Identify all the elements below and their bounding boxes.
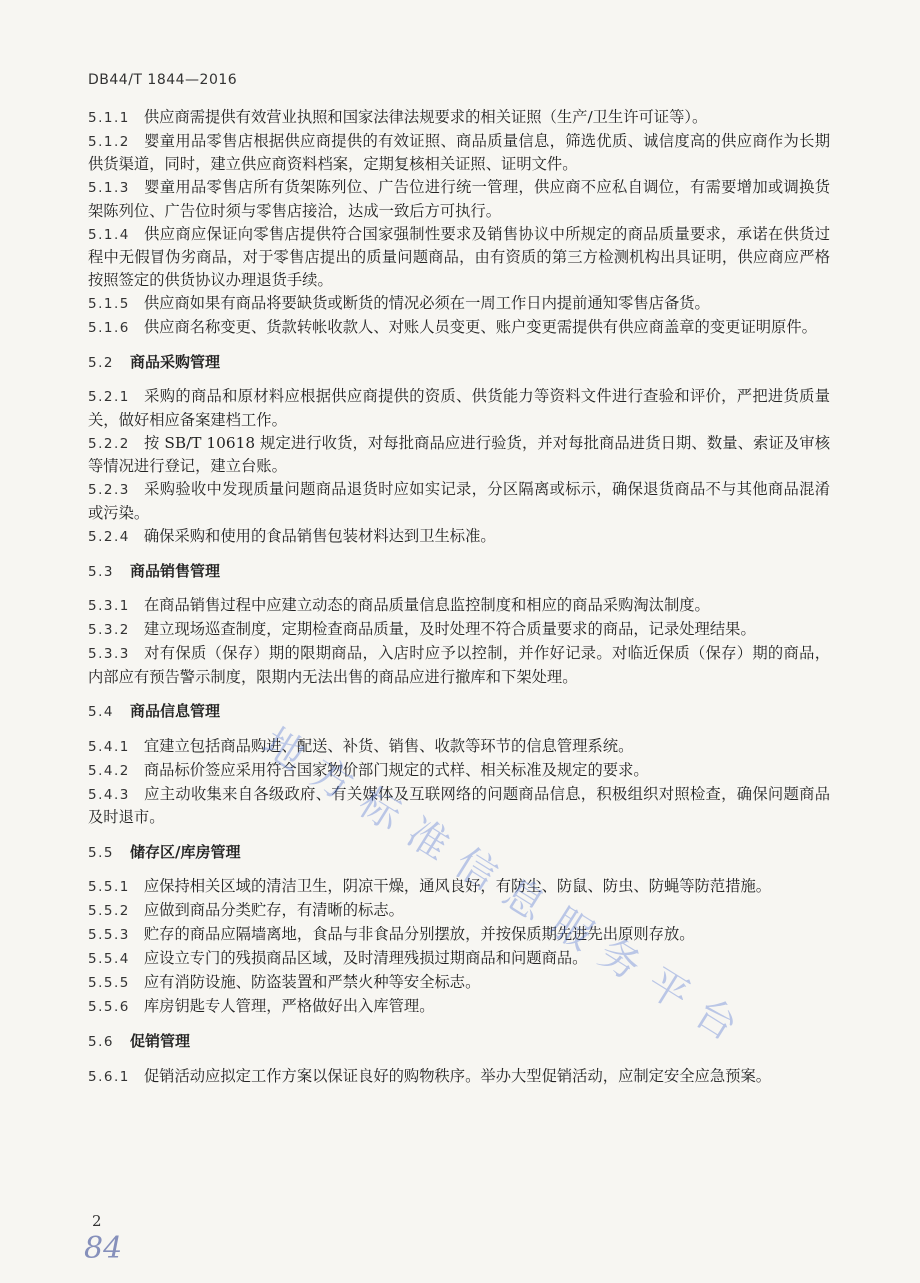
heading-title: 促销管理 (129, 1032, 190, 1051)
heading-title: 商品信息管理 (129, 702, 220, 721)
heading-title: 商品销售管理 (129, 562, 220, 581)
handwritten-mark-text: 84 (84, 1231, 123, 1266)
clause-paragraph (88, 642, 830, 688)
clause-text: 采购验收中发现质量问题商品退货时应如实记录，分区隔离或标示，确保退货商品不与其他商品混淆或污染。 (88, 480, 830, 522)
clause-paragraph (88, 223, 830, 291)
section-heading (88, 700, 830, 723)
section-heading (88, 351, 830, 374)
clause-text: 供应商如果有商品将要缺货或断货的情况必须在一周工作日内提前通知零售店备货。 (143, 293, 710, 312)
clause-text: 供应商应保证向零售店提供符合国家强制性要求及销售协议中所规定的商品质量要求，承诺在供货过程中无假冒伪劣商品，对于零售店提出的质量问题商品，由有资质的第三方检测机构出具证明，供应商应严格按照签定的供货协议办理退货手续。 (88, 224, 830, 289)
clause-text: 建立现场巡查制度，定期检查商品质量，及时处理不符合质量要求的商品，记录处理结果。 (143, 620, 756, 639)
clause-number: 5.2.4 (88, 528, 130, 545)
clause-paragraph (88, 316, 830, 339)
clause-number: 5.5.4 (88, 950, 130, 967)
clause-number: 5.4.3 (88, 786, 130, 803)
clause-paragraph (88, 1065, 830, 1088)
section-heading (88, 560, 830, 583)
clause-text: 按 SB/T 10618 规定进行收货，对每批商品应进行验货，并对每批商品进货日期、数量、索证及审核等情况进行登记，建立台账。 (88, 433, 830, 476)
clause-paragraph (88, 478, 830, 524)
watermark-char: 务 (590, 929, 649, 990)
clause-number: 5.2 (88, 355, 114, 372)
clause-paragraph (88, 525, 830, 548)
clause-paragraph (88, 759, 830, 782)
watermark-char: 信 (446, 839, 505, 900)
clause-text: 供应商需提供有效营业执照和国家法律法规要求的相关证照（生产/卫生许可证等）。 (143, 108, 708, 126)
clause-text: 采购的商品和原材料应根据供应商提供的资质、供货能力等资料文件进行查验和评价，严把进货质量关，做好相应备案建档工作。 (88, 387, 830, 429)
clause-text: 应有消防设施、防盗装置和严禁火种等安全标志。 (143, 972, 481, 991)
clause-paragraph (88, 923, 830, 946)
clause-number: 5.5.2 (88, 902, 130, 919)
clause-number: 5.6 (88, 1034, 114, 1051)
clause-number: 5.1.4 (88, 226, 130, 243)
clause-number: 5.1.6 (88, 319, 130, 336)
watermark-char: 地 (254, 719, 313, 780)
clause-text: 应保持相关区域的清洁卫生，阴凉干燥，通风良好，有防尘、防鼠、防虫、防蝇等防范措施。 (143, 876, 772, 895)
clause-text: 宜建立包括商品购进、配送、补货、销售、收款等环节的信息管理系统。 (143, 736, 634, 755)
clause-paragraph (88, 971, 830, 994)
clause-text: 应做到商品分类贮存，有清晰的标志。 (143, 900, 404, 919)
section-heading (88, 1030, 830, 1053)
clause-number: 5.5 (88, 844, 114, 861)
clause-number: 5.4 (88, 704, 114, 721)
heading-title: 储存区/库房管理 (129, 842, 241, 861)
heading-title: 商品采购管理 (129, 353, 220, 372)
clause-text: 婴童用品零售店所有货架陈列位、广告位进行统一管理，供应商不应私自调位，有需要增加或调换货架陈列位、广告位时须与零售店接洽，达成一致后方可执行。 (88, 178, 830, 220)
clause-paragraph (88, 899, 830, 922)
clause-number: 5.3.3 (88, 646, 130, 663)
watermark-char: 服 (542, 899, 601, 960)
clause-text: 商品标价签应采用符合国家物价部门规定的式样、相关标准及规定的要求。 (143, 760, 649, 779)
clause-paragraph (88, 735, 830, 758)
clause-number: 5.3.2 (88, 622, 130, 639)
clause-paragraph (88, 106, 830, 129)
clause-paragraph (88, 432, 830, 478)
handwritten-mark (82, 1218, 152, 1268)
clause-number: 5.1.1 (88, 110, 130, 126)
clause-number: 5.1.2 (88, 134, 130, 150)
section-heading (88, 841, 830, 864)
clause-number: 5.4.2 (88, 762, 130, 779)
clause-number: 5.2.3 (88, 482, 130, 499)
watermark-char: 台 (686, 989, 745, 1050)
clause-number: 5.4.1 (88, 738, 130, 755)
watermark-char: 息 (494, 869, 553, 930)
clause-number: 5.5.5 (88, 974, 130, 991)
clause-paragraph (88, 995, 830, 1018)
watermark-char: 平 (638, 959, 697, 1020)
clause-number: 5.6.1 (88, 1068, 130, 1085)
clause-text: 应设立专门的残损商品区域，及时清理残损过期商品和问题商品。 (143, 948, 588, 967)
clause-paragraph (88, 947, 830, 970)
clause-number: 5.5.3 (88, 926, 130, 943)
clause-number: 5.5.1 (88, 878, 130, 895)
clause-number: 5.3.1 (88, 598, 130, 615)
clause-text: 贮存的商品应隔墙离地，食品与非食品分别摆放，并按保质期先进先出原则存放。 (143, 924, 695, 943)
watermark-char: 准 (398, 809, 457, 870)
clause-text: 促销活动应拟定工作方案以保证良好的购物秩序。举办大型促销活动，应制定安全应急预案。 (143, 1066, 772, 1085)
page-number: 2 (92, 1212, 102, 1230)
clause-paragraph (88, 385, 830, 431)
clause-number: 5.1.3 (88, 180, 130, 197)
document-code: DB44/T 1844—2016 (88, 72, 238, 88)
clause-paragraph (88, 292, 830, 315)
clause-paragraph (88, 130, 830, 176)
clause-paragraph (88, 618, 830, 641)
clause-paragraph (88, 594, 830, 617)
clause-text: 在商品销售过程中应建立动态的商品质量信息监控制度和相应的商品采购淘汰制度。 (143, 596, 710, 615)
clause-number: 5.1.5 (88, 295, 130, 312)
clause-number: 5.2.1 (88, 389, 130, 406)
clause-text: 库房钥匙专人管理，严格做好出入库管理。 (143, 996, 435, 1015)
watermark-char: 标 (350, 779, 409, 840)
clause-text: 对有保质（保存）期的限期商品，入店时应予以控制，并作好记录。对临近保质（保存）期的商品，内部应有预告警示制度，限期内无法出售的商品应进行撤库和下架处理。 (88, 644, 830, 686)
clause-text: 婴童用品零售店根据供应商提供的有效证照、商品质量信息，筛选优质、诚信度高的供应商作为长期供货渠道，同时，建立供应商资料档案，定期复核相关证照、证明文件。 (88, 132, 830, 174)
clause-text: 供应商名称变更、货款转帐收款人、对账人员变更、账户变更需提供有供应商盖章的变更证明原件。 (143, 317, 817, 336)
watermark-char: 方 (302, 749, 361, 810)
clause-text: 确保采购和使用的食品销售包装材料达到卫生标准。 (143, 526, 496, 545)
clause-text: 应主动收集来自各级政府、有关媒体及互联网络的问题商品信息，积极组织对照检查，确保问题商品及时退市。 (88, 784, 830, 827)
document-body (88, 106, 830, 1089)
clause-number: 5.2.2 (88, 435, 130, 452)
clause-number: 5.3 (88, 564, 114, 581)
clause-paragraph (88, 176, 830, 222)
clause-paragraph (88, 875, 830, 898)
clause-number: 5.5.6 (88, 998, 130, 1015)
clause-paragraph (88, 783, 830, 829)
